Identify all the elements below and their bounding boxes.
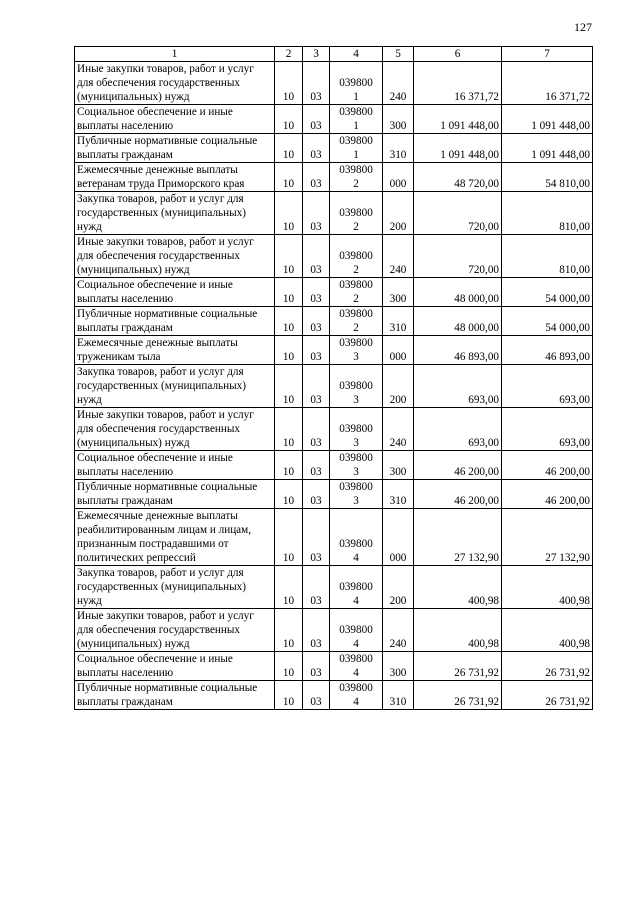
row-name: Иные закупки товаров, работ и услуг для обеспечения государственных (муниципальных) нужд	[75, 235, 275, 278]
target-article-suffix: 3	[353, 466, 359, 478]
row-subsection: 03	[303, 134, 330, 163]
target-article-suffix: 2	[353, 264, 359, 276]
row-subsection: 03	[303, 609, 330, 652]
target-article-code: 039800	[339, 423, 373, 435]
target-article-code: 039800	[339, 380, 373, 392]
row-expense-type: 300	[383, 451, 414, 480]
row-subsection: 03	[303, 62, 330, 105]
row-subsection: 03	[303, 307, 330, 336]
row-sum-year-2: 46 893,00	[502, 336, 593, 365]
row-subsection: 03	[303, 681, 330, 710]
table-row	[75, 105, 593, 134]
target-article-suffix: 1	[353, 91, 359, 103]
row-subsection: 03	[303, 451, 330, 480]
row-sum-year-1: 400,98	[414, 609, 502, 652]
row-section: 10	[275, 235, 303, 278]
target-article-code: 039800	[339, 106, 373, 118]
row-sum-year-2: 54 000,00	[502, 278, 593, 307]
row-sum-year-2: 400,98	[502, 566, 593, 609]
row-subsection: 03	[303, 105, 330, 134]
table-row	[75, 408, 593, 451]
target-article-code: 039800	[339, 135, 373, 147]
table-row	[75, 278, 593, 307]
target-article-code: 039800	[339, 337, 373, 349]
row-target-article	[330, 235, 383, 278]
target-article-code: 039800	[339, 250, 373, 262]
row-expense-type: 300	[383, 652, 414, 681]
target-article-suffix: 2	[353, 221, 359, 233]
target-article-suffix: 4	[353, 638, 359, 650]
row-sum-year-2: 54 810,00	[502, 163, 593, 192]
row-subsection: 03	[303, 509, 330, 566]
row-expense-type: 310	[383, 307, 414, 336]
row-name: Социальное обеспечение и иные выплаты населению	[75, 652, 275, 681]
table-row	[75, 681, 593, 710]
row-name: Иные закупки товаров, работ и услуг для обеспечения государственных (муниципальных) нужд	[75, 408, 275, 451]
table-row	[75, 609, 593, 652]
table-row	[75, 451, 593, 480]
col-header: 3	[303, 47, 330, 62]
table-row	[75, 235, 593, 278]
target-article-suffix: 3	[353, 394, 359, 406]
row-sum-year-2: 46 200,00	[502, 480, 593, 509]
row-sum-year-1: 27 132,90	[414, 509, 502, 566]
row-target-article	[330, 192, 383, 235]
row-sum-year-2: 1 091 448,00	[502, 105, 593, 134]
row-name: Иные закупки товаров, работ и услуг для обеспечения государственных (муниципальных) нужд	[75, 62, 275, 105]
row-subsection: 03	[303, 163, 330, 192]
row-section: 10	[275, 566, 303, 609]
row-expense-type: 310	[383, 681, 414, 710]
col-header: 2	[275, 47, 303, 62]
row-section: 10	[275, 163, 303, 192]
row-target-article	[330, 62, 383, 105]
row-section: 10	[275, 365, 303, 408]
target-article-code: 039800	[339, 452, 373, 464]
row-expense-type: 300	[383, 105, 414, 134]
row-section: 10	[275, 451, 303, 480]
row-expense-type: 000	[383, 163, 414, 192]
row-name: Социальное обеспечение и иные выплаты населению	[75, 451, 275, 480]
target-article-suffix: 4	[353, 667, 359, 679]
target-article-suffix: 3	[353, 495, 359, 507]
row-subsection: 03	[303, 652, 330, 681]
table-row	[75, 62, 593, 105]
row-expense-type: 200	[383, 365, 414, 408]
table-row	[75, 192, 593, 235]
row-sum-year-1: 1 091 448,00	[414, 105, 502, 134]
page-number: 127	[574, 20, 592, 34]
row-sum-year-1: 693,00	[414, 408, 502, 451]
row-section: 10	[275, 336, 303, 365]
row-subsection: 03	[303, 480, 330, 509]
row-name: Закупка товаров, работ и услуг для государственных (муниципальных) нужд	[75, 365, 275, 408]
row-target-article	[330, 134, 383, 163]
row-expense-type: 240	[383, 235, 414, 278]
row-expense-type: 310	[383, 134, 414, 163]
row-sum-year-1: 400,98	[414, 566, 502, 609]
row-sum-year-1: 46 200,00	[414, 480, 502, 509]
row-section: 10	[275, 681, 303, 710]
target-article-suffix: 4	[353, 552, 359, 564]
row-sum-year-2: 26 731,92	[502, 681, 593, 710]
row-sum-year-1: 48 000,00	[414, 307, 502, 336]
table-row	[75, 566, 593, 609]
row-name: Ежемесячные денежные выплаты реабилитированным лицам и лицам, признанным пострадавшими от политических репрессий	[75, 509, 275, 566]
row-target-article	[330, 163, 383, 192]
budget-table	[74, 46, 593, 710]
row-expense-type: 000	[383, 336, 414, 365]
row-name: Публичные нормативные социальные выплаты гражданам	[75, 307, 275, 336]
row-name: Публичные нормативные социальные выплаты гражданам	[75, 134, 275, 163]
row-sum-year-1: 26 731,92	[414, 681, 502, 710]
table-row	[75, 365, 593, 408]
target-article-code: 039800	[339, 538, 373, 550]
row-sum-year-1: 720,00	[414, 235, 502, 278]
row-name: Закупка товаров, работ и услуг для государственных (муниципальных) нужд	[75, 192, 275, 235]
target-article-suffix: 4	[353, 696, 359, 708]
col-header: 7	[502, 47, 593, 62]
row-expense-type: 000	[383, 509, 414, 566]
target-article-suffix: 1	[353, 120, 359, 132]
row-target-article	[330, 278, 383, 307]
row-target-article	[330, 336, 383, 365]
row-subsection: 03	[303, 278, 330, 307]
target-article-code: 039800	[339, 682, 373, 694]
target-article-suffix: 2	[353, 293, 359, 305]
row-name: Ежемесячные денежные выплаты труженикам тыла	[75, 336, 275, 365]
row-sum-year-2: 810,00	[502, 235, 593, 278]
row-subsection: 03	[303, 235, 330, 278]
table-row	[75, 509, 593, 566]
row-expense-type: 310	[383, 480, 414, 509]
row-sum-year-2: 810,00	[502, 192, 593, 235]
row-expense-type: 240	[383, 408, 414, 451]
row-sum-year-1: 16 371,72	[414, 62, 502, 105]
row-sum-year-1: 26 731,92	[414, 652, 502, 681]
row-subsection: 03	[303, 408, 330, 451]
row-sum-year-2: 1 091 448,00	[502, 134, 593, 163]
row-sum-year-1: 720,00	[414, 192, 502, 235]
target-article-suffix: 1	[353, 149, 359, 161]
row-target-article	[330, 509, 383, 566]
col-header: 4	[330, 47, 383, 62]
row-target-article	[330, 408, 383, 451]
row-target-article	[330, 365, 383, 408]
row-target-article	[330, 451, 383, 480]
row-section: 10	[275, 105, 303, 134]
row-subsection: 03	[303, 192, 330, 235]
row-sum-year-2: 693,00	[502, 408, 593, 451]
row-section: 10	[275, 609, 303, 652]
row-sum-year-2: 26 731,92	[502, 652, 593, 681]
target-article-suffix: 4	[353, 595, 359, 607]
target-article-suffix: 3	[353, 437, 359, 449]
row-expense-type: 300	[383, 278, 414, 307]
row-target-article	[330, 307, 383, 336]
target-article-code: 039800	[339, 77, 373, 89]
row-section: 10	[275, 509, 303, 566]
row-expense-type: 200	[383, 566, 414, 609]
row-target-article	[330, 681, 383, 710]
target-article-code: 039800	[339, 207, 373, 219]
target-article-suffix: 3	[353, 351, 359, 363]
row-sum-year-2: 16 371,72	[502, 62, 593, 105]
row-sum-year-2: 27 132,90	[502, 509, 593, 566]
target-article-code: 039800	[339, 308, 373, 320]
row-sum-year-1: 693,00	[414, 365, 502, 408]
col-header: 1	[75, 47, 275, 62]
header-row	[75, 47, 593, 62]
row-name: Ежемесячные денежные выплаты ветеранам труда Приморского края	[75, 163, 275, 192]
row-section: 10	[275, 278, 303, 307]
target-article-code: 039800	[339, 624, 373, 636]
row-expense-type: 200	[383, 192, 414, 235]
row-subsection: 03	[303, 365, 330, 408]
row-sum-year-1: 1 091 448,00	[414, 134, 502, 163]
target-article-suffix: 2	[353, 322, 359, 334]
target-article-code: 039800	[339, 279, 373, 291]
row-name: Закупка товаров, работ и услуг для государственных (муниципальных) нужд	[75, 566, 275, 609]
row-sum-year-1: 48 720,00	[414, 163, 502, 192]
row-name: Публичные нормативные социальные выплаты гражданам	[75, 681, 275, 710]
row-section: 10	[275, 62, 303, 105]
row-name: Социальное обеспечение и иные выплаты населению	[75, 278, 275, 307]
target-article-suffix: 2	[353, 178, 359, 190]
row-target-article	[330, 652, 383, 681]
row-subsection: 03	[303, 566, 330, 609]
col-header: 5	[383, 47, 414, 62]
table-row	[75, 652, 593, 681]
row-sum-year-2: 693,00	[502, 365, 593, 408]
row-sum-year-1: 48 000,00	[414, 278, 502, 307]
row-sum-year-2: 54 000,00	[502, 307, 593, 336]
row-section: 10	[275, 652, 303, 681]
row-sum-year-2: 46 200,00	[502, 451, 593, 480]
row-section: 10	[275, 134, 303, 163]
row-target-article	[330, 566, 383, 609]
row-name: Иные закупки товаров, работ и услуг для обеспечения государственных (муниципальных) нужд	[75, 609, 275, 652]
row-expense-type: 240	[383, 609, 414, 652]
table-row	[75, 480, 593, 509]
row-sum-year-1: 46 893,00	[414, 336, 502, 365]
row-target-article	[330, 609, 383, 652]
row-target-article	[330, 105, 383, 134]
table-row	[75, 134, 593, 163]
row-name: Социальное обеспечение и иные выплаты населению	[75, 105, 275, 134]
row-sum-year-1: 46 200,00	[414, 451, 502, 480]
row-name: Публичные нормативные социальные выплаты гражданам	[75, 480, 275, 509]
row-section: 10	[275, 408, 303, 451]
target-article-code: 039800	[339, 481, 373, 493]
table-row	[75, 163, 593, 192]
row-section: 10	[275, 480, 303, 509]
row-section: 10	[275, 307, 303, 336]
target-article-code: 039800	[339, 164, 373, 176]
row-target-article	[330, 480, 383, 509]
row-sum-year-2: 400,98	[502, 609, 593, 652]
row-subsection: 03	[303, 336, 330, 365]
target-article-code: 039800	[339, 653, 373, 665]
target-article-code: 039800	[339, 581, 373, 593]
row-expense-type: 240	[383, 62, 414, 105]
col-header: 6	[414, 47, 502, 62]
table-row	[75, 307, 593, 336]
row-section: 10	[275, 192, 303, 235]
table-row	[75, 336, 593, 365]
